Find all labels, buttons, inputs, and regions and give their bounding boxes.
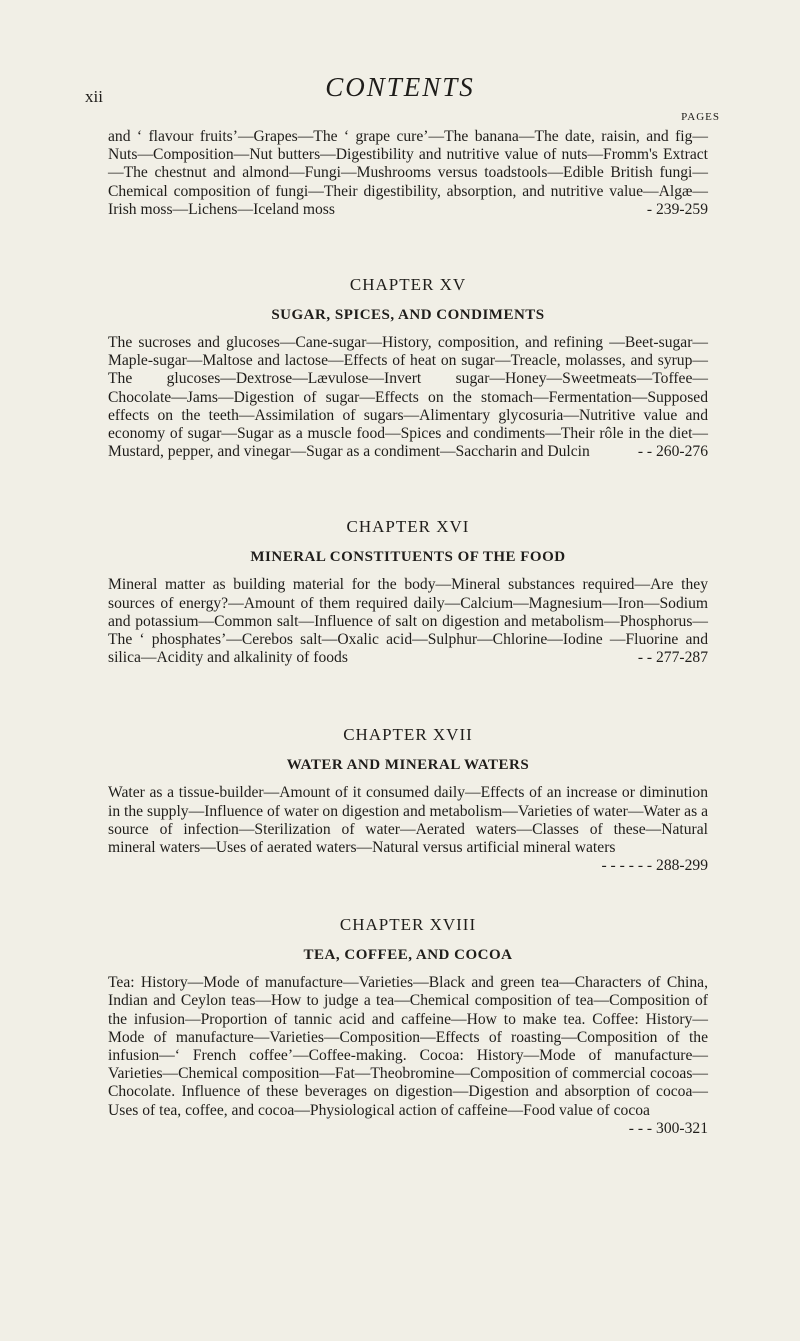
chapter-heading: CHAPTER XVI — [346, 517, 470, 537]
chapter-16 — [108, 517, 708, 667]
chapter-summary-text: Water as a tissue-builder—Amount of it consumed daily—Effects of an increase or diminution in the supply—Influence of water on digestion and metabolism—Varieties of water—Water as a source of infection—Sterilization of water—Aerated waters—Classes of these—Natural mineral waters—Uses of aerated waters—Natural versus artificial mineral waters — [108, 784, 708, 857]
contents-body — [108, 128, 708, 1138]
chapter-summary — [108, 974, 708, 1137]
chapter-18 — [108, 915, 708, 1137]
chapter-summary-text: Tea: History—Mode of manufacture—Varieties—Black and green tea—Characters of China, Indian and Ceylon teas—How to judge a tea—Chemical composition of tea—Composition of the infusion—Proportion of tannic acid and caffeine—How to make tea. Coffee: History—Mode of manufacture—Varieties—Composition—Effects of roasting—Composition of the infusion—‘ French coffee’—Coffee-making. Cocoa: History—Mode of manufacture—Varieties—Chemical composition—Fat—Theobromine—Composition of commercial cocoas—Chocolate. Influence of these beverages on digestion—Digestion and absorption of cocoa—Uses of tea, coffee, and cocoa—Physiological action of caffeine—Food value of cocoa — [108, 974, 708, 1119]
chapter-summary-text: Mineral matter as building material for the body—Mineral substances required—Are they sources of energy?—Amount of them required daily—Calcium—Magnesium—Iron—Sodium and potassium—Common salt—Influence of salt on digestion and metabolism—Phosphorus—The ‘ phosphates’—Cerebos salt—Oxalic acid—Sulphur—Chlorine—Iodine —Fluorine and silica—Acidity and alkalinity of foods — [108, 576, 708, 667]
chapter-pages: - - 260-276 — [637, 443, 708, 461]
chapter-pages: - - - - - - 288-299 — [601, 857, 708, 875]
chapter-17 — [108, 725, 708, 875]
continued-entry-text: and ‘ flavour fruits’—Grapes—The ‘ grape cure’—The banana—The date, raisin, and fig—Nuts—Composition—Nut butters—Digestibility and nutritive value of nuts—Fromm's Extract—The chestnut and almond—Fungi—Mushrooms versus toadstools—Edible British fungi—Chemical composition of fungi—Their digestibility, absorption, and nutritive value—Algæ—Irish moss—Lichens—Iceland moss — [108, 128, 708, 218]
chapter-heading: CHAPTER XVIII — [339, 915, 477, 935]
chapter-summary — [108, 576, 708, 667]
continued-entry — [108, 128, 708, 219]
page-number: xii — [85, 87, 103, 106]
chapter-subtitle: MINERAL CONSTITUENTS OF THE FOOD — [250, 549, 566, 566]
chapter-subtitle: TEA, COFFEE, AND COCOA — [303, 947, 513, 964]
chapter-summary — [108, 334, 708, 461]
chapter-summary — [108, 784, 708, 875]
chapter-heading: CHAPTER XVII — [343, 725, 473, 745]
pages-column-label: PAGES — [681, 111, 720, 123]
chapter-subtitle: SUGAR, SPICES, AND CONDIMENTS — [271, 307, 545, 324]
chapter-summary-text: The sucroses and glucoses—Cane-sugar—History, composition, and refining —Beet-sugar—Maple-sugar—Maltose and lactose—Effects of heat on sugar—Treacle, molasses, and syrup—The glucoses—Dextrose—Lævulose—Invert sugar—Honey—Sweetmeats—Toffee—Chocolate—Jams—Digestion of sugar—Effects on the stomach—Fermentation—Supposed effects on the teeth—Assimilation of sugars—Alimentary glycosuria—Nutritive value and economy of sugar—Sugar as a muscle food—Spices and condiments—Their rôle in the diet—Mustard, pepper, and vinegar—Sugar as a condiment—Saccharin and Dulcin — [108, 334, 708, 461]
chapter-pages: - - - 300-321 — [628, 1119, 708, 1137]
chapter-subtitle: WATER AND MINERAL WATERS — [286, 757, 530, 774]
chapter-15 — [108, 275, 708, 461]
chapter-heading: CHAPTER XV — [349, 275, 467, 295]
chapter-pages: - - 277-287 — [637, 649, 708, 667]
continued-entry-pages: - 239-259 — [646, 200, 708, 218]
running-title: CONTENTS — [325, 72, 475, 102]
